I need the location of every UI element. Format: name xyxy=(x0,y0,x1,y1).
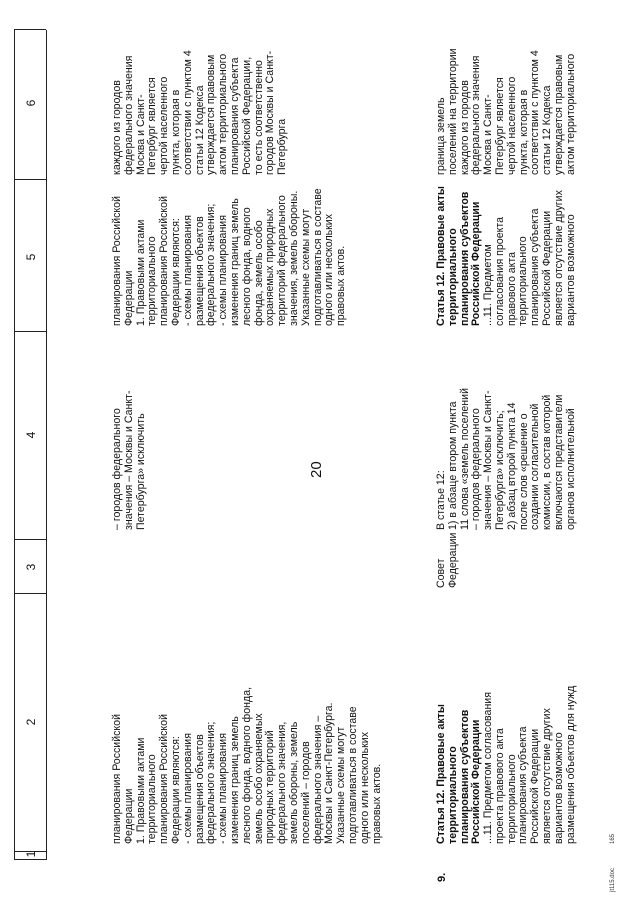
page-number: 20 xyxy=(308,461,325,478)
column-number-1: 1 xyxy=(24,850,38,858)
row9-col5-title: Статья 12. Правовые акты территориального планирования субъектов Российской Федерации xyxy=(435,186,483,326)
row9-col4-text: В статье 12: 1) в абзаце втором пункта 11 слова «земель поселений – городов федерального значения – Москвы и Санкт- Петербурга» исключить; 2) абзац второй пункта 14 после слов «решение о создании согласительной комиссии, в состав которой включаются представители органов исполнительной xyxy=(435,388,577,530)
row1-col2-text: планирования Российской Федерации 1. Правовыми актами территориального планирования Российской Федерации являются: - схемы планирования размещения объектов федерального значения; - схемы планирования изменения границ земель лесного фонда, водного фонда, земель особо охраняемых природных территорий федерального значения, земель обороны, земель поселений – городов федерального значения – Москвы и Санкт-Петербурга. Указанные схемы могут подготавливаться в составе одного или нескольких правовых актов. xyxy=(111,686,383,844)
table-top-border xyxy=(14,30,15,860)
row1-col4-text: – городов федерального значения – Москвы и Санкт- Петербурга» исключить xyxy=(111,390,147,530)
header-right-border xyxy=(14,29,46,30)
footer-ref: 165 xyxy=(610,833,616,844)
header-divider-3 xyxy=(14,539,46,540)
header-divider-5 xyxy=(14,179,46,180)
row9-col5-text: ...11. Предметом согласования проекта правового акта территориального планирования субъекта Российской Федерации является отсутствие других вариантов возможного xyxy=(482,190,577,326)
column-number-6: 6 xyxy=(24,99,38,107)
row9-col2-text: ...11. Предметом согласования проекта правового акта территориального планирования субъекта Российской Федерации является отсутствие других вариантов возможного размещения объектов для нужд xyxy=(482,685,577,844)
column-number-3: 3 xyxy=(24,563,38,571)
column-number-2: 2 xyxy=(24,718,38,726)
header-divider-4 xyxy=(14,331,46,332)
column-number-5: 5 xyxy=(24,253,38,261)
footer-code: jt115.doc xyxy=(610,868,616,892)
row9-number: 9. xyxy=(436,872,448,882)
row9-col3-text: Совет Федерации xyxy=(435,532,459,588)
header-divider-2 xyxy=(14,593,46,594)
header-bottom-border xyxy=(46,30,47,860)
row1-col5-text: планирования Российской Федерации 1. Правовыми актами территориального планирования Российской Федерации являются: - схемы планирования размещения объектов федерального значения; - схемы планирования изменения границ земель лесного фонда, водного фонда, земель особо охраняемых природных территорий федерального значения, земель обороны. Указанные схемы могут подготавливаться в составе одного или нескольких правовых актов. xyxy=(111,188,348,326)
row9-col2-title: Статья 12. Правовые акты территориального планирования субъектов Российской Федерации xyxy=(435,704,483,844)
row9-col6-text: граница земель поселений на территории каждого из городов федерального значения Москва и Санкт- Петербург является чертой населенного пункта, которая в соответствии с пунктом 4 статьи 12 Кодекса утверждается правовым актом территориального xyxy=(435,48,577,175)
row1-col6-text: каждого из городов федерального значения Москва и Санкт- Петербург является чертой населенного пункта, которая в соответствии с пунктом 4 статьи 12 Кодекса утверждается правовым актом территориального планирования субъекта Российской Федерации, то есть соответственно городов Москвы и Санкт- Петербурга xyxy=(111,50,289,175)
column-number-4: 4 xyxy=(24,431,38,439)
